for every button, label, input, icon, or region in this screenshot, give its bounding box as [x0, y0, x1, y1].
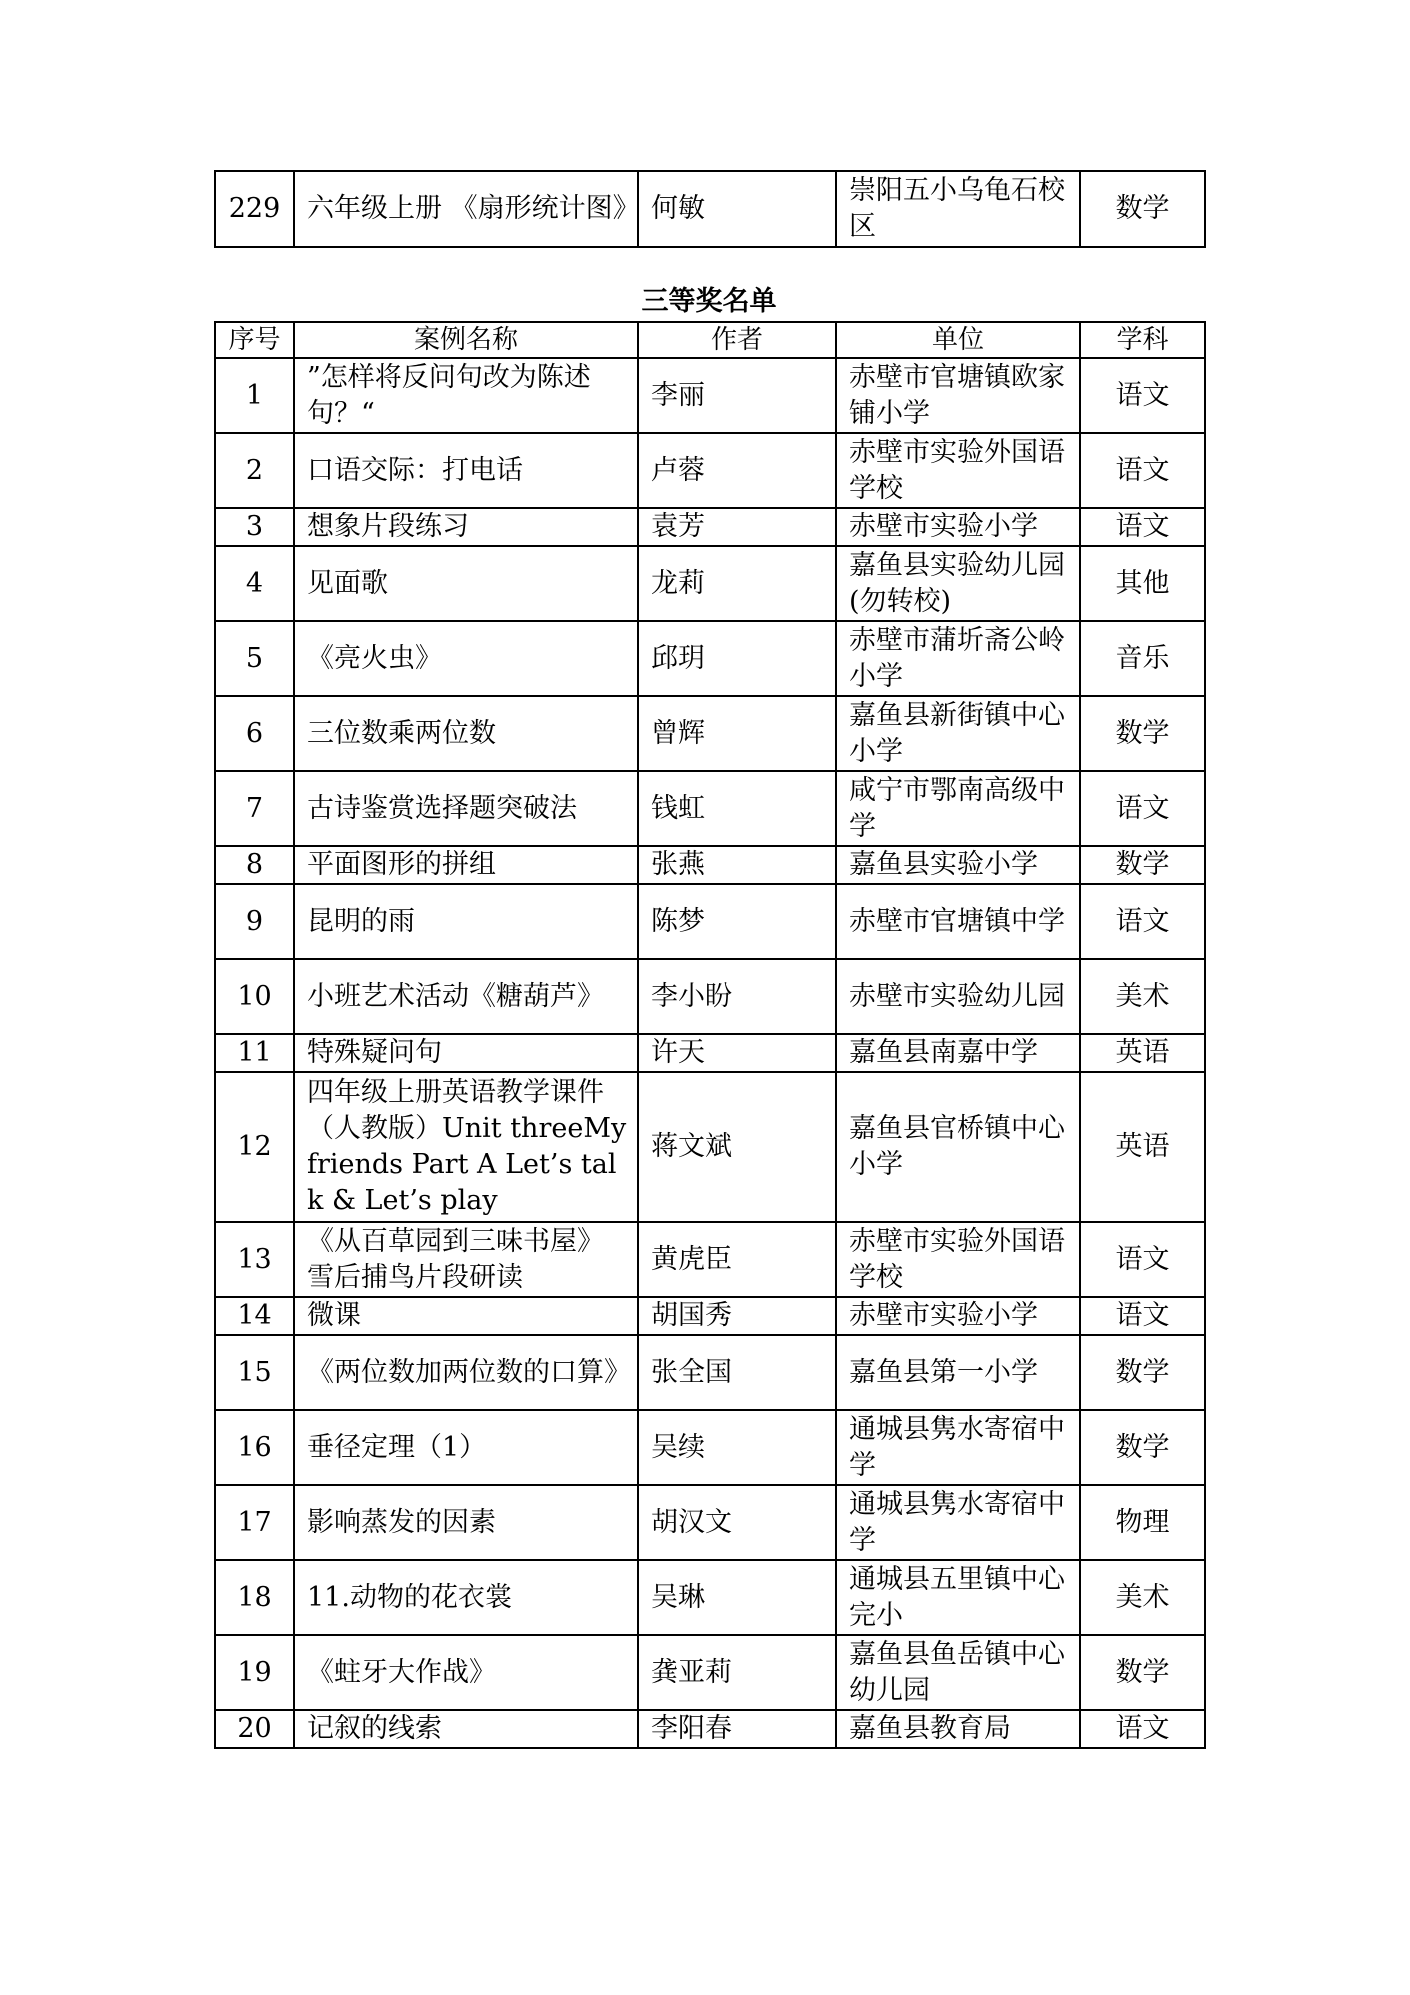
- author: 蒋文斌: [638, 1072, 836, 1222]
- subject: 物理: [1080, 1485, 1205, 1560]
- unit: 咸宁市鄂南高级中学: [836, 771, 1080, 846]
- row-number: 10: [215, 959, 294, 1034]
- author: 胡汉文: [638, 1485, 836, 1560]
- case-name: 特殊疑问句: [294, 1034, 638, 1072]
- subject: 语文: [1080, 771, 1205, 846]
- table-row: [215, 508, 1205, 546]
- unit: 通城县五里镇中心完小: [836, 1560, 1080, 1635]
- table-row: [215, 1410, 1205, 1485]
- author: 许天: [638, 1034, 836, 1072]
- subject: 美术: [1080, 1560, 1205, 1635]
- case-name: 六年级上册 《扇形统计图》: [294, 171, 638, 247]
- case-name: 古诗鉴赏选择题突破法: [294, 771, 638, 846]
- table-header-row: [215, 322, 1205, 358]
- table-row: [215, 171, 1205, 247]
- row-number: 15: [215, 1335, 294, 1410]
- case-name: 想象片段练习: [294, 508, 638, 546]
- case-name: 《亮火虫》: [294, 621, 638, 696]
- subject: 其他: [1080, 546, 1205, 621]
- case-name: ”怎样将反问句改为陈述句？“: [294, 358, 638, 433]
- table-row: [215, 1034, 1205, 1072]
- case-name: 11.动物的花衣裳: [294, 1560, 638, 1635]
- subject: 数学: [1080, 1410, 1205, 1485]
- case-name: 平面图形的拼组: [294, 846, 638, 884]
- case-name: 《蛀牙大作战》: [294, 1635, 638, 1710]
- unit: 赤壁市实验小学: [836, 1297, 1080, 1335]
- case-name: 口语交际：打电话: [294, 433, 638, 508]
- case-name: 昆明的雨: [294, 884, 638, 959]
- unit: 通城县隽水寄宿中学: [836, 1410, 1080, 1485]
- table-row: [215, 1335, 1205, 1410]
- table-row: [215, 1710, 1205, 1748]
- previous-award-table: [214, 170, 1206, 248]
- table-row: [215, 846, 1205, 884]
- table-row: [215, 1635, 1205, 1710]
- unit: 赤壁市实验小学: [836, 508, 1080, 546]
- subject: 语文: [1080, 1710, 1205, 1748]
- table-row: [215, 1297, 1205, 1335]
- row-number: 2: [215, 433, 294, 508]
- row-number: 16: [215, 1410, 294, 1485]
- row-number: 7: [215, 771, 294, 846]
- unit: 嘉鱼县新街镇中心小学: [836, 696, 1080, 771]
- unit: 嘉鱼县南嘉中学: [836, 1034, 1080, 1072]
- subject: 数学: [1080, 171, 1205, 247]
- header-subject: 学科: [1080, 322, 1205, 358]
- subject: 数学: [1080, 1335, 1205, 1410]
- subject: 语文: [1080, 1222, 1205, 1297]
- row-number: 17: [215, 1485, 294, 1560]
- row-number: 5: [215, 621, 294, 696]
- subject: 数学: [1080, 1635, 1205, 1710]
- case-name: 三位数乘两位数: [294, 696, 638, 771]
- row-number: 14: [215, 1297, 294, 1335]
- author: 李阳春: [638, 1710, 836, 1748]
- author: 曾辉: [638, 696, 836, 771]
- header-no: 序号: [215, 322, 294, 358]
- author: 张全国: [638, 1335, 836, 1410]
- header-case-name: 案例名称: [294, 322, 638, 358]
- author: 陈梦: [638, 884, 836, 959]
- unit: 嘉鱼县鱼岳镇中心幼儿园: [836, 1635, 1080, 1710]
- row-number: 9: [215, 884, 294, 959]
- subject: 美术: [1080, 959, 1205, 1034]
- author: 张燕: [638, 846, 836, 884]
- case-name: 《两位数加两位数的口算》: [294, 1335, 638, 1410]
- author: 胡国秀: [638, 1297, 836, 1335]
- case-name: 四年级上册英语教学课件（人教版）Unit threeMy friends Part A Let’s talk & Let’s play: [294, 1072, 638, 1222]
- table-row: [215, 696, 1205, 771]
- subject: 音乐: [1080, 621, 1205, 696]
- table-row: [215, 1485, 1205, 1560]
- table-row: [215, 433, 1205, 508]
- case-name: 小班艺术活动《糖葫芦》: [294, 959, 638, 1034]
- subject: 数学: [1080, 846, 1205, 884]
- row-number: 20: [215, 1710, 294, 1748]
- row-number: 8: [215, 846, 294, 884]
- row-number: 19: [215, 1635, 294, 1710]
- author: 吴琳: [638, 1560, 836, 1635]
- author: 卢蓉: [638, 433, 836, 508]
- subject: 数学: [1080, 696, 1205, 771]
- unit: 嘉鱼县实验小学: [836, 846, 1080, 884]
- row-number: 18: [215, 1560, 294, 1635]
- subject: 英语: [1080, 1072, 1205, 1222]
- table-row: [215, 358, 1205, 433]
- unit: 通城县隽水寄宿中学: [836, 1485, 1080, 1560]
- unit: 赤壁市官塘镇欧家铺小学: [836, 358, 1080, 433]
- unit: 赤壁市官塘镇中学: [836, 884, 1080, 959]
- case-name: 记叙的线索: [294, 1710, 638, 1748]
- row-number: 12: [215, 1072, 294, 1222]
- row-number: 229: [215, 171, 294, 247]
- author: 黄虎臣: [638, 1222, 836, 1297]
- subject: 英语: [1080, 1034, 1205, 1072]
- subject: 语文: [1080, 508, 1205, 546]
- subject: 语文: [1080, 1297, 1205, 1335]
- row-number: 4: [215, 546, 294, 621]
- table-row: [215, 771, 1205, 846]
- table-row: [215, 959, 1205, 1034]
- author: 龚亚莉: [638, 1635, 836, 1710]
- unit: 嘉鱼县实验幼儿园(勿转校): [836, 546, 1080, 621]
- table-row: [215, 1560, 1205, 1635]
- table-row: [215, 546, 1205, 621]
- section-title: 三等奖名单: [641, 286, 777, 317]
- author: 吴续: [638, 1410, 836, 1485]
- unit: 赤壁市蒲圻斋公岭小学: [836, 621, 1080, 696]
- case-name: 垂径定理（1）: [294, 1410, 638, 1485]
- author: 龙莉: [638, 546, 836, 621]
- unit: 崇阳五小乌龟石校区: [836, 171, 1080, 247]
- author: 李小盼: [638, 959, 836, 1034]
- subject: 语文: [1080, 884, 1205, 959]
- table-row: [215, 621, 1205, 696]
- case-name: 影响蒸发的因素: [294, 1485, 638, 1560]
- unit: 赤壁市实验外国语学校: [836, 433, 1080, 508]
- unit: 赤壁市实验幼儿园: [836, 959, 1080, 1034]
- author: 李丽: [638, 358, 836, 433]
- subject: 语文: [1080, 433, 1205, 508]
- table-row: [215, 1072, 1205, 1222]
- subject: 语文: [1080, 358, 1205, 433]
- unit: 嘉鱼县教育局: [836, 1710, 1080, 1748]
- row-number: 11: [215, 1034, 294, 1072]
- header-author: 作者: [638, 322, 836, 358]
- unit: 嘉鱼县第一小学: [836, 1335, 1080, 1410]
- row-number: 3: [215, 508, 294, 546]
- third-prize-table: [214, 321, 1206, 1749]
- author: 钱虹: [638, 771, 836, 846]
- case-name: 见面歌: [294, 546, 638, 621]
- table-row: [215, 1222, 1205, 1297]
- row-number: 1: [215, 358, 294, 433]
- author: 何敏: [638, 171, 836, 247]
- row-number: 13: [215, 1222, 294, 1297]
- case-name: 《从百草园到三味书屋》雪后捕鸟片段研读: [294, 1222, 638, 1297]
- case-name: 微课: [294, 1297, 638, 1335]
- author: 袁芳: [638, 508, 836, 546]
- row-number: 6: [215, 696, 294, 771]
- unit: 赤壁市实验外国语学校: [836, 1222, 1080, 1297]
- unit: 嘉鱼县官桥镇中心小学: [836, 1072, 1080, 1222]
- header-unit: 单位: [836, 322, 1080, 358]
- author: 邱玥: [638, 621, 836, 696]
- table-row: [215, 884, 1205, 959]
